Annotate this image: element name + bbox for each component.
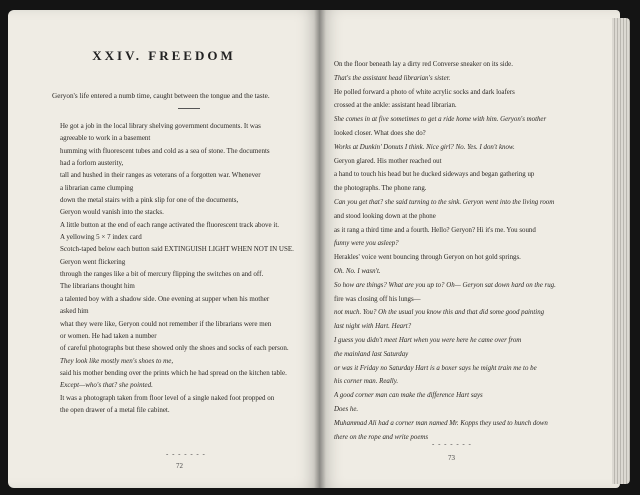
text-line: a hand to touch his head but he ducked sideways and began gathering up [334,171,535,179]
text-line: not much. You? Oh the usual you know this and that did some good painting [334,309,545,317]
page-number: 73 [448,454,455,462]
text-line: fire was closing off his lungs— [334,295,421,303]
text-line: tall and hushed in their ranges as veterans of a forgotten war. Whenever [60,171,261,180]
text-line: had a forlorn austerity, [60,159,124,168]
text-line: So how are things? What are you up to? Oh— Geryon sat down hard on the rug. [334,281,556,289]
text-line: said his mother bending over the prints which he had spread on the kitchen table. [60,368,287,377]
chapter-title: XXIV. FREEDOM [92,48,236,63]
text-line: last night with Hart. Heart? [334,323,412,331]
text-line: a librarian came clumping [60,183,134,192]
text-line: Geryon went flickering [60,257,126,266]
text-line: That's the assistant head librarian's sister. [334,74,451,82]
section-rule [178,108,200,109]
text-line: On the floor beneath lay a dirty red Converse sneaker on its side. [334,61,513,68]
text-line: or women. He had taken a number [60,331,157,340]
text-line: Can you get that? she said turning to the sink. Geryon went into the living room [334,198,555,206]
right-page-text [334,58,616,444]
text-line: Oh. No. I wasn't. [334,267,381,275]
page-footer-dashes: - - - - - - - [166,450,206,458]
page-edges [612,18,630,484]
text-line: I guess you didn't meet Hart when you were here he came over from [334,336,522,344]
text-line: The librarians thought him [60,282,135,291]
text-line: the open drawer of a metal file cabinet. [60,405,170,414]
left-page [8,10,320,488]
text-line: Works at Dunkin' Donuts I think. Nice girl? No. Yes. I don't know. [334,143,515,151]
text-line: looked closer. What does she do? [334,129,426,137]
chapter-intro: Geryon's life entered a numb time, caught between the tongue and the taste. [52,92,270,100]
text-line: as it rang a third time and a fourth. Hello? Geryon? Hi it's me. You sound [334,226,536,234]
page-number: 72 [176,462,183,470]
text-line: Except—who's that? she pointed. [60,381,153,390]
text-line: Geryon would vanish into the stacks. [60,208,164,217]
text-line: humming with fluorescent tubes and cold as a sea of stone. The documents [60,146,270,155]
text-line: of careful photographs but these showed only the shoes and socks of each person. [60,344,289,353]
text-line: He polled forward a photo of white acrylic socks and dark loafers [334,88,515,96]
text-line: She comes in at five sometimes to get a ride home with him. Geryon's mother [334,116,547,124]
text-line: Scotch-taped below each button said EXTINGUISH LIGHT WHEN NOT IN USE. [60,245,294,254]
text-line: his corner man. Really. [334,378,399,386]
text-line: A little button at the end of each range activated the fluorescent track above it. [60,220,280,229]
text-line: Does he. [334,405,359,413]
text-line: A good corner man can make the difference Hart says [334,392,483,400]
text-line: the photographs. The phone rang. [334,185,427,193]
text-line: Muhammad Ali had a corner man named Mr. Kopps they used to hunch down [334,419,548,427]
text-line: through the ranges like a bit of mercury flipping the switches on and off. [60,270,264,279]
open-book [8,10,632,488]
text-line: what they were like, Geryon could not remember if the librarians were men [60,319,272,328]
text-line: funny were you asleep? [334,240,399,248]
text-line: the mainland last Saturday [334,350,409,358]
book-spine [314,10,326,488]
left-page-text [60,120,316,416]
text-line: asked him [60,307,89,316]
text-line: crossed at the ankle: assistant head librarian. [334,102,457,110]
text-line: there on the rope and write poems [334,433,429,441]
text-line: Herakles' voice went bouncing through Geryon on hot gold springs. [334,254,521,262]
text-line: or was it Friday no Saturday Hart is a boxer says he might train me to be [334,364,537,372]
page-footer-dashes: - - - - - - - [432,440,472,448]
text-line: A yellowing 5 × 7 index card [60,233,142,242]
text-line: Geryon glared. His mother reached out [334,157,442,165]
text-line: He got a job in the local library shelving government documents. It was [60,122,261,130]
text-line: a talented boy with a shadow side. One evening at supper when his mother [60,294,270,303]
text-line: down the metal stairs with a pink slip for one of the documents, [60,196,239,205]
text-line: and stood looking down at the phone [334,212,436,220]
text-line: It was a photograph taken from floor level of a single naked foot propped on [60,393,275,402]
text-line: agreeable to work in a basement [60,134,151,143]
text-line: They look like mostly men's shoes to me, [60,356,174,365]
